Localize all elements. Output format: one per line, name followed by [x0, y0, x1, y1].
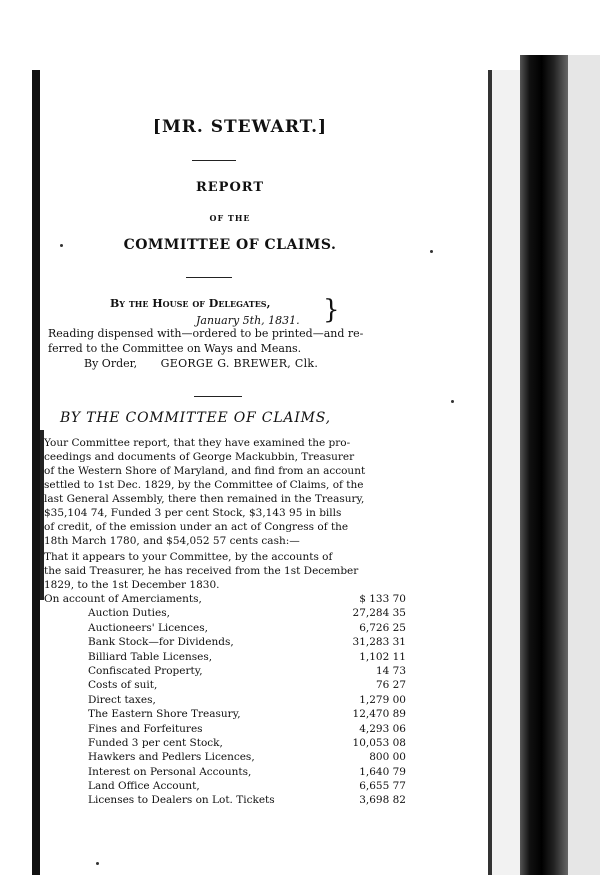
report-paragraph-2 [44, 550, 464, 592]
by-order-line [84, 357, 318, 370]
scan-speck [60, 244, 63, 247]
paragraph-line: ceedings and documents of George Mackubbin, Treasurer [44, 451, 355, 463]
scan-binding-shadow [32, 70, 40, 875]
account-label: Interest on Personal Accounts, [88, 765, 252, 778]
account-label: Billiard Table Licenses, [88, 650, 213, 663]
account-row [44, 622, 464, 636]
account-amount: 12,470 89 [352, 708, 406, 721]
report-heading: REPORT [195, 180, 265, 195]
clerk-signature: GEORGE G. BREWER, Clk. [160, 357, 319, 370]
scan-speck [96, 862, 99, 865]
first-amount-holder [44, 593, 464, 607]
paragraph-line: settled to 1st Dec. 1829, by the Committee of Claims, of the [44, 479, 364, 491]
by-order-label: By Order, [84, 357, 138, 370]
paragraph-line: the said Treasurer, he has received from the 1st December [44, 565, 359, 577]
accounts-table [44, 593, 464, 809]
document-header-title: [MR. STEWART.] [152, 117, 328, 137]
account-label: Licenses to Dealers on Lot. Tickets [88, 794, 275, 807]
account-row [44, 679, 464, 693]
of-the-heading: OF THE [209, 213, 251, 223]
report-paragraph-1 [44, 436, 464, 548]
account-label: Direct taxes, [88, 693, 156, 706]
scan-speck [451, 400, 454, 403]
account-row [44, 780, 464, 794]
paragraph-line: last General Assembly, there then remained in the Treasury, [44, 493, 365, 505]
account-amount: 4,293 06 [359, 722, 406, 735]
account-row [44, 766, 464, 780]
account-row [44, 723, 464, 737]
account-amount: 14 73 [375, 664, 406, 677]
account-row [44, 751, 464, 765]
paragraph-line: 18th March 1780, and $54,052 57 cents cash:— [44, 535, 300, 547]
paragraph-line: 1829, to the 1st December 1830. [44, 579, 220, 591]
scan-speck [430, 250, 433, 253]
account-amount: $ 133 70 [359, 593, 406, 605]
paragraph-line: of the Western Shore of Maryland, and find from an account [44, 465, 366, 477]
account-label: Funded 3 per cent Stock, [88, 736, 223, 749]
account-label: Confiscated Property, [88, 664, 203, 677]
account-label: Fines and Forfeitures [88, 722, 203, 735]
account-amount: 800 00 [369, 751, 406, 764]
account-row [44, 665, 464, 679]
account-row [44, 636, 464, 650]
account-amount: 1,279 00 [359, 693, 406, 706]
account-amount: 10,053 08 [352, 736, 406, 749]
account-label: Land Office Account, [88, 780, 200, 793]
paragraph-line: $35,104 74, Funded 3 per cent Stock, $3,143 95 in bills [44, 507, 342, 519]
account-amount: 76 27 [375, 679, 406, 692]
account-label: Auctioneers' Licences, [88, 621, 208, 634]
account-amount: 1,102 11 [359, 650, 406, 663]
account-amount: 1,640 79 [359, 765, 406, 778]
account-row [44, 794, 464, 808]
account-row [44, 607, 464, 621]
house-of-delegates-line: By the House of Delegates, [110, 297, 271, 310]
paragraph-line: Your Committee report, that they have examined the pro- [44, 437, 351, 449]
account-label: Hawkers and Pedlers Licences, [88, 751, 255, 764]
committee-subheading: BY THE COMMITTEE OF CLAIMS, [60, 410, 331, 426]
divider-rule [194, 396, 242, 397]
account-amount: 3,698 82 [359, 794, 406, 807]
account-amount: 6,655 77 [359, 780, 406, 793]
divider-rule [192, 160, 236, 161]
scan-spine-shadow [520, 55, 568, 875]
account-amount: 31,283 31 [352, 636, 406, 649]
account-row [44, 737, 464, 751]
divider-rule [186, 277, 232, 278]
account-label: Auction Duties, [88, 607, 170, 620]
scan-outer-edge [568, 55, 600, 875]
order-date: January 5th, 1831. [196, 314, 300, 327]
account-label: The Eastern Shore Treasury, [88, 708, 241, 721]
scan-gap [492, 70, 520, 875]
account-amount: 6,726 25 [359, 621, 406, 634]
account-label: Costs of suit, [88, 679, 158, 692]
committee-heading: COMMITTEE OF CLAIMS. [123, 237, 337, 253]
account-amount: 27,284 35 [352, 607, 406, 620]
reading-line-2: ferred to the Committee on Ways and Means. [48, 342, 302, 355]
account-label: On account of Amerciaments, [44, 593, 202, 605]
reading-line-1: Reading dispensed with—ordered to be printed—and re- [48, 327, 364, 340]
account-row [44, 651, 464, 665]
account-row [44, 708, 464, 722]
brace-mark: } [323, 295, 340, 325]
paragraph-line: of credit, of the emission under an act of Congress of the [44, 521, 349, 533]
paragraph-line: That it appears to your Committee, by the accounts of [44, 551, 333, 563]
account-row [44, 694, 464, 708]
account-label: Bank Stock—for Dividends, [88, 636, 234, 649]
